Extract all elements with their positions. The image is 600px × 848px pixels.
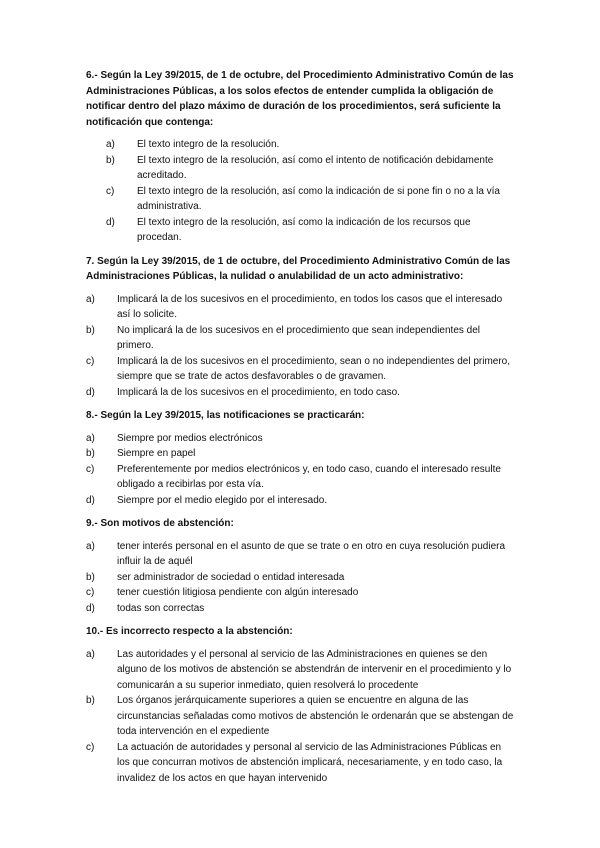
answer-label: a) — [86, 540, 95, 552]
answer-label: a) — [86, 293, 95, 305]
answer-option — [86, 354, 516, 385]
answer-label: a) — [86, 432, 95, 444]
answer-text: tener cuestión litigiosa pendiente con algún interesado — [117, 587, 359, 598]
answer-label: c) — [106, 185, 115, 197]
answer-option — [86, 585, 516, 601]
answer-list — [86, 647, 516, 787]
answer-label: b) — [106, 154, 115, 166]
answer-text: ser administrador de sociedad o entidad interesada — [117, 571, 345, 583]
answer-option — [86, 462, 516, 493]
answer-option — [86, 153, 516, 184]
answer-option — [86, 385, 516, 401]
answer-option — [86, 137, 516, 153]
question-10 — [86, 624, 516, 786]
answer-option — [86, 601, 516, 617]
question-9 — [86, 516, 516, 616]
answer-option — [86, 431, 516, 447]
answer-label: a) — [106, 139, 115, 150]
answer-option — [86, 292, 516, 323]
answer-option — [86, 740, 516, 787]
answer-label: b) — [86, 571, 95, 583]
answer-label: d) — [86, 602, 95, 614]
answer-list — [86, 431, 516, 509]
answer-text: El texto integro de la resolución, así como la indicación de los recursos que procedan. — [137, 216, 471, 243]
question-7 — [86, 254, 516, 401]
answer-label: d) — [86, 494, 95, 506]
answer-option — [86, 215, 516, 246]
answer-text: todas son correctas — [117, 602, 205, 614]
answer-text: Preferentemente por medios electrónicos y, en todo caso, cuando el interesado resulte obligado a recibirlas por esta vía. — [117, 463, 501, 490]
answer-label: d) — [86, 386, 95, 398]
answer-option — [86, 570, 516, 586]
answer-label: c) — [86, 587, 95, 598]
answer-option — [86, 539, 516, 570]
question-title: 6.- Según la Ley 39/2015, de 1 de octubre, del Procedimiento Administrativo Común de las Administraciones Públicas, a los solos efectos de entender cumplida la obligación de notificar dentro del plazo máximo de duración de los procedimientos, será suficiente la notificación que contenga: — [86, 70, 514, 128]
answer-label: a) — [86, 648, 95, 660]
answer-option — [86, 647, 516, 694]
question-title: 10.- Es incorrecto respecto a la abstención: — [86, 626, 293, 637]
answer-text: Implicará la de los sucesivos en el procedimiento, sean o no independientes del primero, siempre que se trate de actos desfavorables o de gravamen. — [117, 355, 511, 382]
answer-text: No implicará la de los sucesivos en el procedimiento que sean independientes del primero. — [117, 324, 480, 351]
answer-text: La actuación de autoridades y personal al servicio de las Administraciones Públicas en los que concurran motivos de abstención implicará, necesariamente, y en todo caso, la invalidez de los actos en que hayan intervenido — [117, 741, 503, 784]
answer-option — [86, 323, 516, 354]
answer-label: c) — [86, 741, 95, 753]
answer-list — [86, 539, 516, 617]
answer-label: c) — [86, 355, 95, 367]
answer-label: b) — [86, 448, 95, 459]
question-6 — [86, 68, 516, 246]
answer-text: Las autoridades y el personal al servicio de las Administraciones en quienes se den alguno de los motivos de abstención se abstendrán de intervenir en el procedimiento y lo comunicarán a su superior inmediato, quien resolverá lo procedente — [117, 648, 512, 691]
answer-label: b) — [86, 695, 95, 706]
question-title: 8.- Según la Ley 39/2015, las notificaciones se practicarán: — [86, 410, 365, 421]
question-title: 9.- Son motivos de abstención: — [86, 518, 234, 529]
answer-option — [86, 446, 516, 462]
answer-text: Siempre por el medio elegido por el interesado. — [117, 494, 328, 506]
question-title: 7. Según la Ley 39/2015, de 1 de octubre, del Procedimiento Administrativo Común de las Administraciones Públicas, la nulidad o anulabilidad de un acto administrativo: — [86, 255, 511, 282]
question-8 — [86, 408, 516, 508]
answer-list — [86, 292, 516, 401]
answer-option — [86, 493, 516, 509]
answer-text: El texto integro de la resolución. — [137, 139, 280, 150]
answer-text: Implicará la de los sucesivos en el procedimiento, en todo caso. — [117, 386, 400, 398]
answer-list — [86, 137, 516, 246]
answer-text: Siempre en papel — [117, 448, 196, 459]
answer-text: El texto integro de la resolución, así como el intento de notificación debidamente acreditado. — [137, 154, 494, 181]
answer-option — [86, 693, 516, 740]
answer-text: Implicará la de los sucesivos en el procedimiento, en todos los casos que el interesado así lo solicite. — [117, 293, 503, 320]
answer-label: b) — [86, 324, 95, 336]
answer-text: Siempre por medios electrónicos — [117, 432, 263, 444]
answer-label: d) — [106, 216, 115, 228]
answer-text: Los órganos jerárquicamente superiores a quien se encuentre en alguna de las circunstancias señaladas como motivos de abstención le ordenarán que se abstengan de toda intervención en el expediente — [117, 695, 514, 737]
answer-option — [86, 184, 516, 215]
answer-text: tener interés personal en el asunto de que se trate o en otro en cuya resolución pudiera influir la de aquél — [117, 540, 506, 567]
answer-label: c) — [86, 463, 95, 475]
answer-text: El texto integro de la resolución, así como la indicación de si pone fin o no a la vía administrativa. — [137, 185, 500, 212]
